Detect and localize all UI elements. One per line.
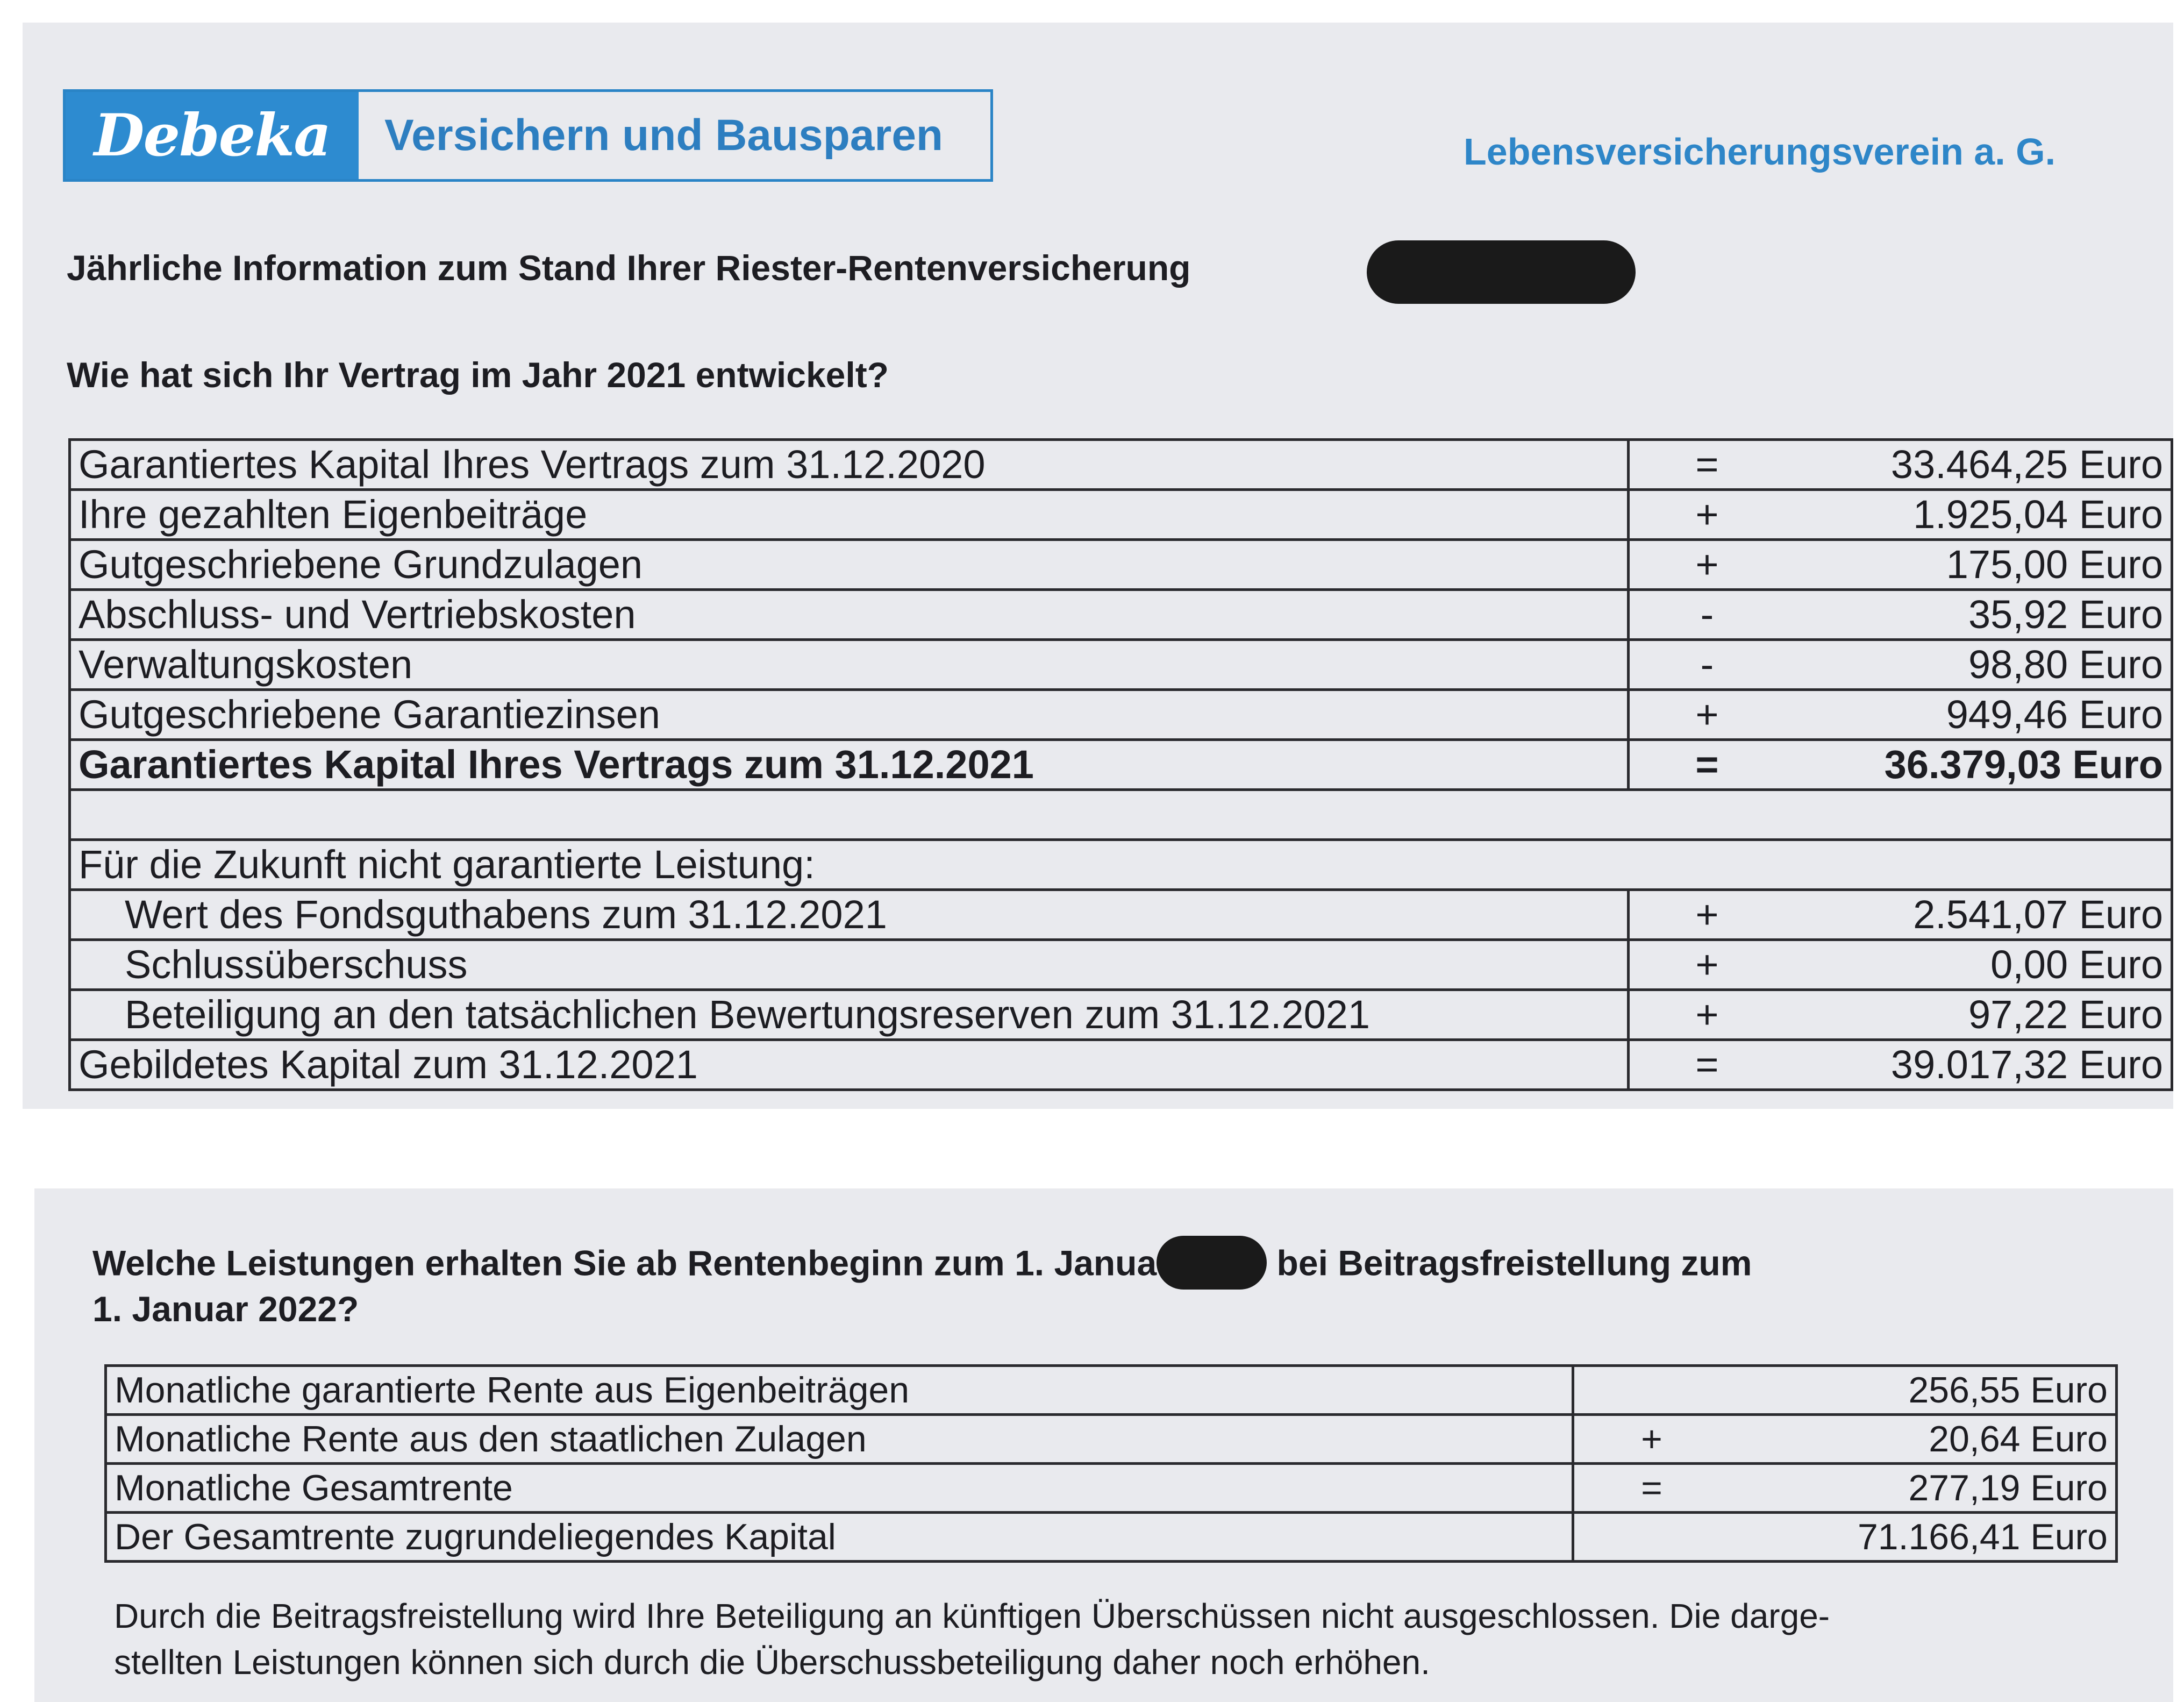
row-operator: = [1629,440,1785,490]
row-value: 33.464,25 Euro [1785,440,2172,490]
row-value: 949,46 Euro [1785,690,2172,740]
table-row [70,640,2172,690]
company-name: Lebensversicherungsverein a. G. [1464,131,2056,173]
row-value: 256,55 Euro [1729,1366,2117,1415]
row-operator: = [1573,1464,1730,1513]
logo-wordmark: Debeka [94,102,331,169]
benefits-table [104,1364,2118,1563]
footer-note-line2: stellten Leistungen können sich durch die Überschussbeteiligung daher noch erhöhen. [114,1643,1430,1682]
row-operator: + [1629,540,1785,590]
row-label: Monatliche Gesamtrente [106,1464,1573,1513]
row-label: Monatliche Rente aus den staatlichen Zulagen [106,1415,1573,1464]
benefits-question-part2: bei Beitragsfreistellung zum [1276,1243,1752,1283]
table-row [70,890,2172,940]
redaction-contract-number [1367,240,1636,304]
row-value: 71.166,41 Euro [1729,1513,2117,1562]
row-label: Abschluss- und Vertriebskosten [70,590,1629,640]
table-row [70,440,2172,490]
row-value: 98,80 Euro [1785,640,2172,690]
row-label: Wert des Fondsguthabens zum 31.12.2021 [70,890,1629,940]
table-row [106,1366,2117,1415]
row-operator: - [1629,640,1785,690]
row-label: Verwaltungskosten [70,640,1629,690]
section-row [70,840,2172,890]
row-operator [1573,1513,1730,1562]
total-capital-row [70,1040,2172,1090]
benefits-question-part1: Welche Leistungen erhalten Sie ab Rentenbeginn zum 1. Janua [92,1243,1157,1283]
row-value: 35,92 Euro [1785,590,2172,640]
section-heading-2021: Wie hat sich Ihr Vertrag im Jahr 2021 entwickelt? [67,355,889,395]
row-label: Gutgeschriebene Grundzulagen [70,540,1629,590]
table-row [70,490,2172,540]
section-label: Für die Zukunft nicht garantierte Leistung: [70,840,2172,890]
logo-tagline: Versichern und Bausparen [384,111,944,160]
row-value: 0,00 Euro [1785,940,2172,990]
footer-note-line1: Durch die Beitragsfreistellung wird Ihre Beteiligung an künftigen Überschüssen nicht ausgeschlossen. Die darge- [114,1597,1830,1635]
table-row [106,1513,2117,1562]
benefits-question [92,1239,1752,1293]
row-operator: = [1629,740,1785,790]
row-operator: + [1629,890,1785,940]
document-bottom-section [34,1188,2173,1702]
empty-row [70,790,2172,840]
row-label: Garantiertes Kapital Ihres Vertrags zum 31.12.2021 [70,740,1629,790]
row-label: Schlussüberschuss [70,940,1629,990]
row-operator: + [1573,1415,1730,1464]
guaranteed-capital-row [70,740,2172,790]
document-top-section [23,23,2173,1109]
benefits-question-line2: 1. Januar 2022? [92,1289,359,1329]
table-row [106,1415,2117,1464]
row-value: 277,19 Euro [1729,1464,2117,1513]
debeka-logo [63,89,993,182]
table-row [70,690,2172,740]
row-operator: = [1629,1040,1785,1090]
table-row [70,540,2172,590]
table-row [70,940,2172,990]
row-label: Gebildetes Kapital zum 31.12.2021 [70,1040,1629,1090]
footer-note [114,1593,2050,1686]
row-operator: + [1629,490,1785,540]
row-label: Monatliche garantierte Rente aus Eigenbeiträgen [106,1366,1573,1415]
table-row [106,1464,2117,1513]
row-operator [1573,1366,1730,1415]
row-label: Ihre gezahlten Eigenbeiträge [70,490,1629,540]
row-label: Der Gesamtrente zugrundeliegendes Kapital [106,1513,1573,1562]
contract-development-table [68,438,2173,1091]
row-value: 36.379,03 Euro [1785,740,2172,790]
row-operator: - [1629,590,1785,640]
row-value: 20,64 Euro [1729,1415,2117,1464]
row-value: 2.541,07 Euro [1785,890,2172,940]
redaction-year [1157,1236,1267,1290]
row-label: Garantiertes Kapital Ihres Vertrags zum 31.12.2020 [70,440,1629,490]
row-operator: + [1629,690,1785,740]
row-value: 1.925,04 Euro [1785,490,2172,540]
row-value: 97,22 Euro [1785,990,2172,1040]
row-operator: + [1629,990,1785,1040]
row-label: Gutgeschriebene Garantiezinsen [70,690,1629,740]
table-row [70,590,2172,640]
row-value: 175,00 Euro [1785,540,2172,590]
table-row [70,990,2172,1040]
document-title: Jährliche Information zum Stand Ihrer Riester-Rentenversicherung [67,248,1191,288]
row-value: 39.017,32 Euro [1785,1040,2172,1090]
row-label: Beteiligung an den tatsächlichen Bewertungsreserven zum 31.12.2021 [70,990,1629,1040]
row-operator: + [1629,940,1785,990]
